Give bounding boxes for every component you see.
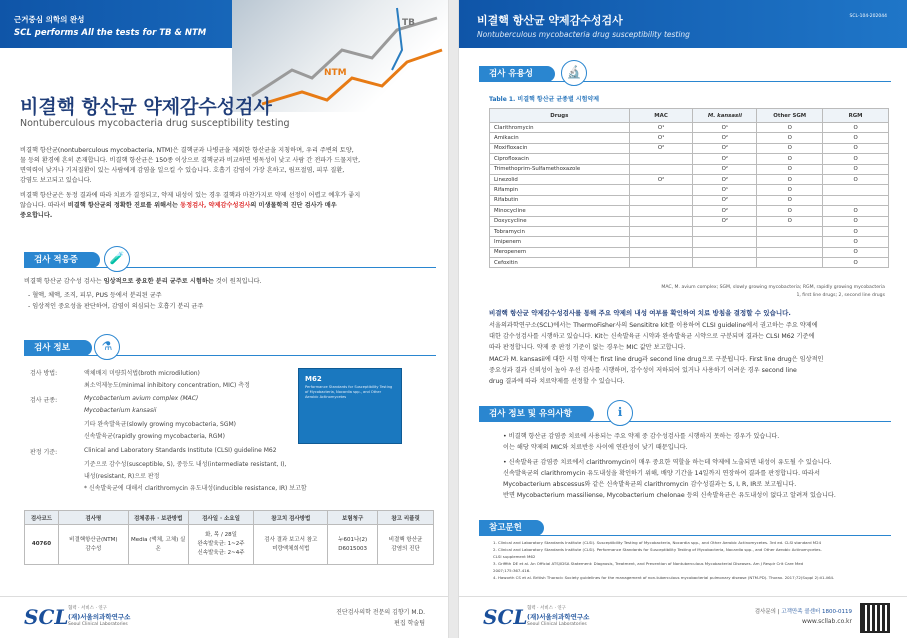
- drug-mark-cell: [629, 216, 693, 226]
- drug-mark-cell: O: [823, 154, 889, 164]
- body-line-3: 따라 판정합니다. 약제 중 판정 기준이 없는 경우는 MIC 값만 보고합니다.: [489, 344, 686, 351]
- drug-row: [490, 133, 889, 143]
- drug-mark-cell: O: [823, 174, 889, 184]
- cell-name: 비결핵항산균(NTM) 감수성: [58, 525, 128, 565]
- info-criteria-key: 판정 기준:: [30, 449, 58, 456]
- body-line-5: 중요성과 결과 신뢰성이 높아 우선 검사를 시행하며, 감수성이 저하되어 있거나 사용하기 어려운 경우 second line: [489, 367, 797, 374]
- section-indication: [24, 252, 436, 268]
- drug-mark-cell: O²: [693, 133, 757, 143]
- col-method: 참고치 검사방법: [254, 511, 328, 525]
- left-page: [0, 0, 449, 638]
- divider: [487, 81, 891, 82]
- info-species-v4: 신속발육균(rapidly growing mycobacteria, RGM): [84, 433, 225, 440]
- drug-row: [490, 164, 889, 174]
- col-leaflet: 참고 리플릿: [378, 511, 434, 525]
- drug-mark-cell: [629, 226, 693, 236]
- drug-name-cell: Rifabutin: [490, 195, 630, 205]
- indication-text: [24, 277, 262, 287]
- note-line-5: Mycobacterium abscessus와 같은 신속발육균의 clarithromycin 감수성결과는 S, I, R, IR로 보고됩니다.: [503, 481, 797, 488]
- section-notes-title: 검사 정보 및 유의사항: [479, 406, 594, 422]
- scl-logo: SCL: [24, 605, 69, 629]
- intro2-line-3: 중요합니다.: [20, 212, 53, 219]
- drug-mark-cell: O: [757, 133, 823, 143]
- ref-4: 4. Haworth CS et al. British Thoracic Society guidelines for the management of non-tuberculous mycobacterial pulmonary disease (NTM-PD). Thorax. 2017;72(Suppl 2):ii1-ii64.: [493, 575, 835, 580]
- indication-item-2: - 임상적인 중요성을 판단하여, 감염이 의심되는 호흡기 분리 균주: [28, 303, 204, 310]
- right-page: [458, 0, 907, 638]
- drug-row: [490, 195, 889, 205]
- drug-col-drugs: Drugs: [490, 109, 630, 123]
- body-line-2: 대한 감수성검사를 시행하고 있습니다. Kit는 신속발육균 시약과 완속발육균 시약으로 구분되며 결과는 CLSI M62 기준에: [489, 333, 815, 340]
- section-references-title: 참고문헌: [479, 520, 544, 536]
- drug-mark-cell: O²: [693, 164, 757, 174]
- footer-org: (재)서울의과학연구소: [527, 613, 590, 621]
- divider: [32, 267, 436, 268]
- info-icon: ℹ: [607, 400, 633, 426]
- footer-org-top: 협력 · 서비스 · 연구: [527, 606, 567, 611]
- intro2-pre: 않습니다. 따라서: [20, 202, 68, 209]
- drug-row: [490, 258, 889, 268]
- drug-mark-cell: O: [757, 123, 823, 133]
- ref-3b: 2007;175:367-416.: [493, 568, 531, 573]
- info-method-v2: 최소억제농도(minimal inhibitory concentration, MIC) 측정: [84, 382, 250, 389]
- drug-mark-cell: [823, 185, 889, 195]
- drug-mark-cell: O²: [693, 195, 757, 205]
- section-indication-title: 검사 적응증: [24, 252, 100, 268]
- drug-mark-cell: [629, 206, 693, 216]
- drug-row: [490, 216, 889, 226]
- ref-2: 2. Clinical and Laboratory Standards Institute (CLSI). Performance Standards for Susceptibility Testing of Mycobacteria, Nocardia spp., and Other Aerobic Actinomycetes.: [493, 547, 822, 552]
- drug-mark-cell: [693, 247, 757, 257]
- drug-table: [489, 108, 889, 268]
- ref-3: 3. Griffith DE et al. An Official ATS/IDSA Statement: Diagnosis, Treatment, and Prevention of Nontuberculous Mycobacterial Diseases. Am J Respir Crit Care Med: [493, 561, 804, 566]
- drug-name-cell: Clarithromycin: [490, 123, 630, 133]
- indication-post: 것이 원칙입니다.: [213, 278, 262, 285]
- section-info-title: 검사 정보: [24, 340, 92, 356]
- footer-org-top: 협력 · 서비스 · 연구: [68, 606, 108, 611]
- section-usefulness: [479, 66, 891, 82]
- doc-number: SCL-104-202044: [849, 14, 887, 19]
- drug-mark-cell: [757, 237, 823, 247]
- info-species-v3: 기타 완속발육균(slowly growing mycobacteria, SGM): [84, 421, 237, 428]
- drug-mark-cell: O: [757, 143, 823, 153]
- drug-mark-cell: [629, 164, 693, 174]
- section-notes: [479, 406, 891, 422]
- footer-editor: 편집 학술팀: [394, 620, 425, 627]
- drug-name-cell: Rifampin: [490, 185, 630, 195]
- note-line-2: 이는 해당 약제의 MIC와 치료반응 사이에 연관성이 낮기 때문입니다.: [503, 444, 688, 451]
- col-schedule: 검사일 · 소요일: [188, 511, 254, 525]
- drug-mark-cell: O: [823, 133, 889, 143]
- drug-mark-cell: O²: [693, 174, 757, 184]
- intro-line-1: 비결핵 항산균(nontuberculous mycobacteria, NTM)은 결핵균과 나병균을 제외한 항산균을 지칭하며, 우리 주변의 토양,: [20, 147, 354, 154]
- indication-bold: 임상적으로 중요한 분리 균주로 시험하는: [103, 278, 214, 285]
- drug-col-mac: MAC: [629, 109, 693, 123]
- cell-schedule: 화, 목 / 28일 완속발육균: 1~2주 신속발육균: 2~4주: [188, 525, 254, 565]
- drug-mark-cell: O: [823, 164, 889, 174]
- cell-specimen: Media (액체, 고체) 실온: [128, 525, 188, 565]
- indication-item-1: - 혈액, 체액, 조직, 피부, PUS 등에서 분리된 균주: [28, 292, 162, 299]
- divider: [32, 355, 436, 356]
- drug-mark-cell: O: [823, 143, 889, 153]
- left-title: 비결핵 항산균 약제감수성검사: [20, 96, 272, 118]
- info-criteria-v4: * 신속발육균에 대해서 clarithromycin 유도내성(inducible resistance, IR) 보고함: [84, 485, 307, 492]
- drug-mark-cell: [629, 247, 693, 257]
- drug-mark-cell: O: [757, 216, 823, 226]
- drug-mark-cell: [693, 226, 757, 236]
- col-code: 검사코드: [25, 511, 59, 525]
- ref-1: 1. Clinical and Laboratory Standards Institute (CLSI). Susceptibility Testing of Mycobacteria, Nocardia spp., and Other Aerobic Actinomycetes. 3rd ed. CLSI standard M24: [493, 540, 822, 545]
- drug-row: [490, 123, 889, 133]
- book-subtitle: Performance Standards for Susceptibility Testing of Mycobacteria, Nocardia spp., and Other Aerobic Actinomycetes: [305, 385, 393, 400]
- drug-mark-cell: O²: [693, 143, 757, 153]
- drug-mark-cell: O: [757, 206, 823, 216]
- ref-2b: CLSI supplement M62: [493, 554, 536, 559]
- intro-line-4: 감염도 보고되고 있습니다.: [20, 177, 92, 184]
- note-line-6: 반면 Mycobacterium massiliense, Mycobacterium chelonae 등의 신속발육균은 유도내성이 없다고 알려져 있습니다.: [503, 492, 836, 499]
- section-references: [479, 520, 891, 536]
- hero-ntm-label: NTM: [324, 68, 347, 78]
- cell-leaflet: 비결핵 항산균 감염의 진단: [378, 525, 434, 565]
- drug-mark-cell: O¹: [629, 123, 693, 133]
- footer-contact-label: 검사문의 |: [754, 609, 782, 615]
- drug-table-body: [490, 123, 889, 268]
- lead-text: 비결핵 항산균 약제감수성검사를 통해 주요 약제의 내성 여부를 확인하여 치료 방침을 결정할 수 있습니다.: [489, 309, 791, 317]
- drug-name-cell: Tobramycin: [490, 226, 630, 236]
- body-line-1: 서울의과학연구소(SCL)에서는 ThermoFisher사의 Sensititre kit를 이용하여 CLSI guideline에서 권고하는 주요 약제에: [489, 322, 818, 329]
- footer-contact: [755, 607, 852, 615]
- info-criteria-v1: Clinical and Laboratory Standards Institute (CLSI) guideline M62: [84, 447, 277, 454]
- table-row: [25, 525, 434, 565]
- drug-mark-cell: O²: [693, 216, 757, 226]
- header-kicker: 근거중심 의학의 완성: [14, 15, 85, 24]
- scl-logo: SCL: [483, 605, 528, 629]
- intro2-line-1: 비결핵 항산균은 동정 결과에 따라 치료가 결정되고, 약제 내성이 있는 경우 결핵과 마찬가지로 약제 선정이 어렵고 예후가 좋지: [20, 192, 361, 199]
- cell-insurance: 누601나(2) D6015003: [328, 525, 378, 565]
- drug-mark-cell: O: [757, 154, 823, 164]
- drug-mark-cell: O¹: [693, 185, 757, 195]
- intro2-bold: 비결핵 항산균의 정확한 진료를 위해서는: [67, 202, 181, 209]
- drug-mark-cell: O²: [693, 154, 757, 164]
- footer-contact-phone[interactable]: 고객만족 콜센터 1800-0119: [781, 609, 852, 615]
- drug-mark-cell: O¹: [693, 123, 757, 133]
- note-line-4: 신속발육균의 clarithromycin 유도내성을 확인하기 위해, 배양 기간을 14일까지 연장하여 결과를 판정합니다. 따라서: [503, 470, 820, 477]
- drug-name-cell: Linezolid: [490, 174, 630, 184]
- flask-icon: ⚗: [94, 334, 120, 360]
- drug-row: [490, 143, 889, 153]
- drug-col-sgm: Other SGM: [757, 109, 823, 123]
- note-line-3: • 신속발육균 감염증 치료에서 clarithromycin이 매우 중요한 역할을 하는데 약제에 노출되면 내성이 유도될 수 있습니다.: [503, 459, 832, 466]
- hero-tb-label: TB: [402, 18, 415, 28]
- cell-method: 검사 결과 보고서 참고 미량액체희석법: [254, 525, 328, 565]
- info-method-key: 검사 방법:: [30, 370, 58, 377]
- drug-mark-cell: [629, 185, 693, 195]
- intro-line-2: 물 등의 환경에 흔히 존재합니다. 비결핵 항산균은 150종 이상으로 결핵균과 비교하면 병독성이 낮고 사람 간 전파가 드물지만,: [20, 157, 361, 164]
- drug-row: [490, 237, 889, 247]
- footer-author: 진단검사의학 전문의 김향기 M.D.: [336, 609, 425, 616]
- info-species-key: 검사 균종:: [30, 397, 58, 404]
- book-title: M62: [305, 375, 322, 383]
- clsi-m62-book-cover: [298, 368, 402, 444]
- col-specimen: 검체종류 · 보관방법: [128, 511, 188, 525]
- drug-mark-cell: O: [823, 226, 889, 236]
- drug-mark-cell: O: [757, 195, 823, 205]
- drug-mark-cell: O²: [693, 206, 757, 216]
- drug-mark-cell: O²: [629, 174, 693, 184]
- drug-mark-cell: [629, 258, 693, 268]
- drug-mark-cell: [757, 226, 823, 236]
- drug-mark-cell: [693, 258, 757, 268]
- left-footer: [0, 596, 449, 638]
- drug-name-cell: Trimethoprim-Sulfamethoxazole: [490, 164, 630, 174]
- drug-row: [490, 247, 889, 257]
- col-insurance: 보험청구: [328, 511, 378, 525]
- indication-pre: 비결핵 항산균 감수성 검사는: [24, 278, 104, 285]
- drug-mark-cell: [757, 258, 823, 268]
- header-tagline: SCL performs All the tests for TB & NTM: [14, 28, 207, 38]
- test-tube-icon: 🧪: [104, 246, 130, 272]
- drug-name-cell: Ciprofloxacin: [490, 154, 630, 164]
- divider: [487, 421, 891, 422]
- right-footer: [459, 596, 907, 638]
- drug-mark-cell: [693, 237, 757, 247]
- info-species-v1: Mycobacterium avium complex (MAC): [84, 395, 199, 402]
- footer-url[interactable]: www.scllab.co.kr: [802, 618, 852, 625]
- intro2-red: 동정검사, 약제감수성검사: [180, 202, 251, 209]
- drug-row: [490, 226, 889, 236]
- drug-mark-cell: O: [757, 174, 823, 184]
- intro2-post: 의 미생물학적 진단 검사가 매우: [250, 202, 337, 209]
- drug-mark-cell: O²: [629, 143, 693, 153]
- drug-mark-cell: [823, 195, 889, 205]
- info-species-v2: Mycobacterium kansasii: [84, 407, 157, 414]
- info-criteria-v3: 내성(resistant, R)으로 판정: [84, 473, 160, 480]
- test-info-table: [24, 510, 434, 565]
- drug-name-cell: Meropenem: [490, 247, 630, 257]
- right-title: 비결핵 항산균 약제감수성검사: [477, 14, 623, 27]
- footer-org-en: Seoul Clinical Laboratories: [68, 622, 128, 627]
- drug-name-cell: Amikacin: [490, 133, 630, 143]
- drug-row: [490, 206, 889, 216]
- cell-code: 40760: [25, 525, 59, 565]
- intro-line-3: 면역력이 낮거나 기저질환이 있는 사람에게 감염을 일으킬 수 있습니다. 호흡기 감염이 가장 흔하고, 림프절염, 피부 질환,: [20, 167, 345, 174]
- footer-org: (재)서울의과학연구소: [68, 613, 131, 621]
- footer-org-en: Seoul Clinical Laboratories: [527, 622, 587, 627]
- table-note-2: 1, first line drugs; 2, second line drugs: [796, 293, 885, 298]
- drug-name-cell: Moxifloxacin: [490, 143, 630, 153]
- table-caption: Table 1. 비결핵 항산균 균종별 시험약제: [489, 96, 600, 103]
- drug-name-cell: Imipenem: [490, 237, 630, 247]
- qr-code-icon[interactable]: [860, 603, 890, 633]
- table-note-1: MAC, M. avium complex; SGM, slowly growing mycobacteria; RGM, rapidly growing mycobacteria: [661, 285, 885, 290]
- drug-mark-cell: O¹: [629, 133, 693, 143]
- drug-name-cell: Doxycycline: [490, 216, 630, 226]
- drug-mark-cell: [629, 154, 693, 164]
- drug-mark-cell: [757, 247, 823, 257]
- drug-row: [490, 154, 889, 164]
- drug-mark-cell: O: [823, 237, 889, 247]
- drug-mark-cell: O: [823, 258, 889, 268]
- divider: [487, 535, 891, 536]
- drug-mark-cell: O: [823, 216, 889, 226]
- col-name: 검사명: [58, 511, 128, 525]
- microscope-icon: 🔬: [561, 60, 587, 86]
- drug-mark-cell: O: [823, 206, 889, 216]
- drug-col-rgm: RGM: [823, 109, 889, 123]
- info-criteria-v2: 기준으로 감수성(susceptible, S), 중등도 내성(intermediate resistant, I),: [84, 461, 287, 468]
- body-line-6: drug 결과에 따라 치료약제를 선정할 수 있습니다.: [489, 378, 625, 385]
- note-line-1: • 비결핵 항산균 감염증 치료에 사용되는 주요 약제 중 감수성검사를 시행하지 못하는 경우가 있습니다.: [503, 433, 780, 440]
- drug-mark-cell: O: [823, 123, 889, 133]
- drug-col-kansasii: M. kansasii: [693, 109, 757, 123]
- section-info: [24, 340, 436, 356]
- drug-row: [490, 174, 889, 184]
- drug-mark-cell: O: [757, 164, 823, 174]
- section-usefulness-title: 검사 유용성: [479, 66, 555, 82]
- left-subtitle: Nontuberculous mycobacteria drug susceptibility testing: [20, 118, 290, 129]
- drug-mark-cell: [629, 237, 693, 247]
- drug-name-cell: Cefoxitin: [490, 258, 630, 268]
- drug-name-cell: Minocycline: [490, 206, 630, 216]
- intro2-line-2: [20, 201, 337, 211]
- right-subtitle: Nontuberculous mycobacteria drug susceptibility testing: [477, 30, 690, 39]
- page-gutter: [449, 0, 458, 638]
- drug-row: [490, 185, 889, 195]
- drug-mark-cell: O: [823, 247, 889, 257]
- info-method-v1: 액체배지 미량희석법(broth microdilution): [84, 370, 200, 377]
- drug-mark-cell: [629, 195, 693, 205]
- body-line-4: MAC과 M. kansasii에 대한 시험 약제는 first line drug과 second line drug으로 구분됩니다. First line drug은 임상적인: [489, 356, 824, 363]
- drug-mark-cell: O: [757, 185, 823, 195]
